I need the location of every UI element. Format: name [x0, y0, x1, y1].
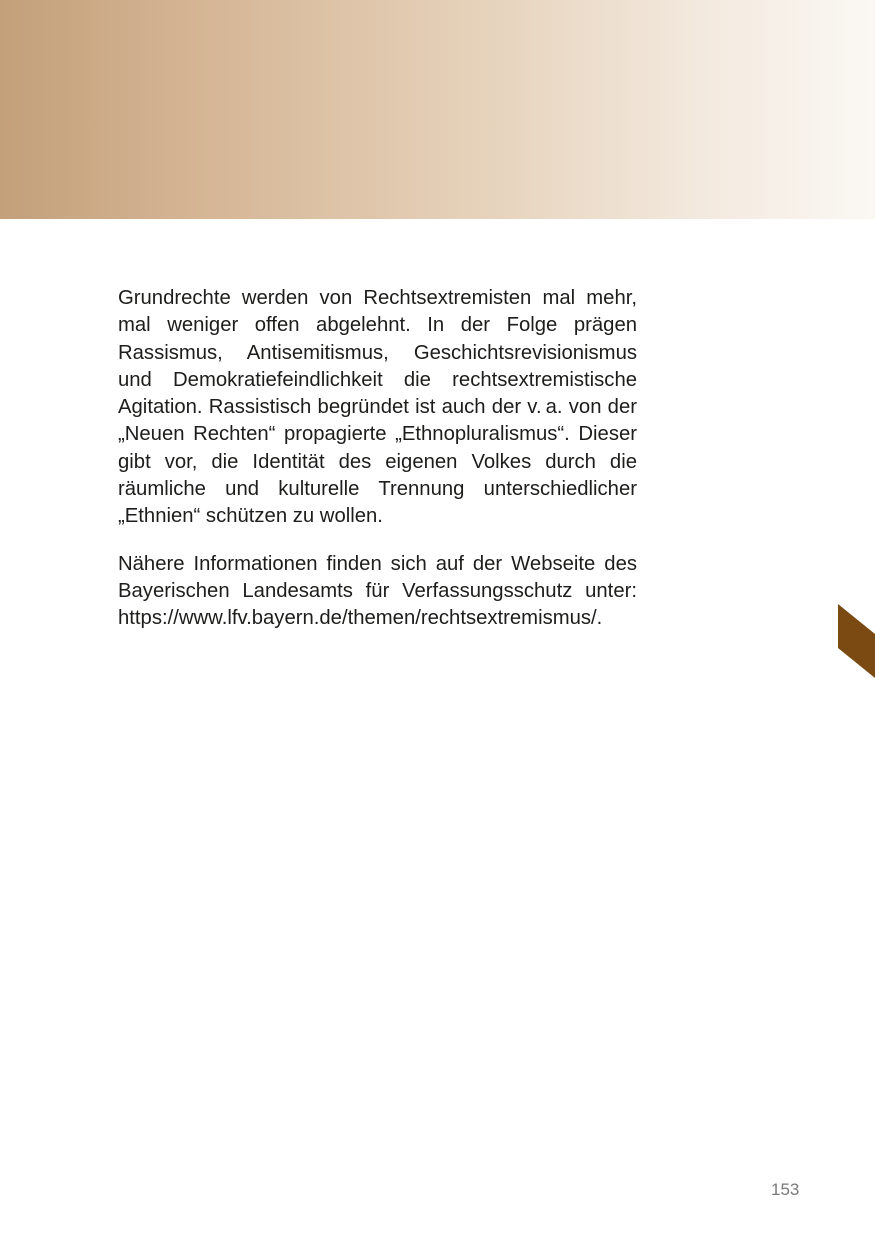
body-text — [118, 285, 637, 633]
paragraph-1: Grundrechte werden von Rechtsextremisten mal mehr, mal weniger offen abgelehnt. In der Folge prägen Rassismus, Antisemitismus, Geschichtsrevisionismus und Demokratiefeindlichkeit die rechtsextremistische Agitation. Rassistisch begründet ist auch der v. a. von der „Neuen Rechten“ propagierte „Ethnopluralismus“. Dieser gibt vor, die Identität des eigenen Volkes durch die räumliche und kulturelle Trennung unterschiedlicher „Ethnien“ schützen zu wollen. — [118, 287, 637, 528]
paragraph-2: Nähere Informationen finden sich auf der Webseite des Bayerischen Landesamts für Verfassungsschutz unter: https://www.lfv.bayern.de/​themen/​rechtsextremismus/. — [118, 552, 637, 630]
header-gradient-band — [0, 0, 875, 219]
page-number: 153 — [771, 1180, 800, 1199]
chapter-tab-marker — [838, 604, 875, 678]
